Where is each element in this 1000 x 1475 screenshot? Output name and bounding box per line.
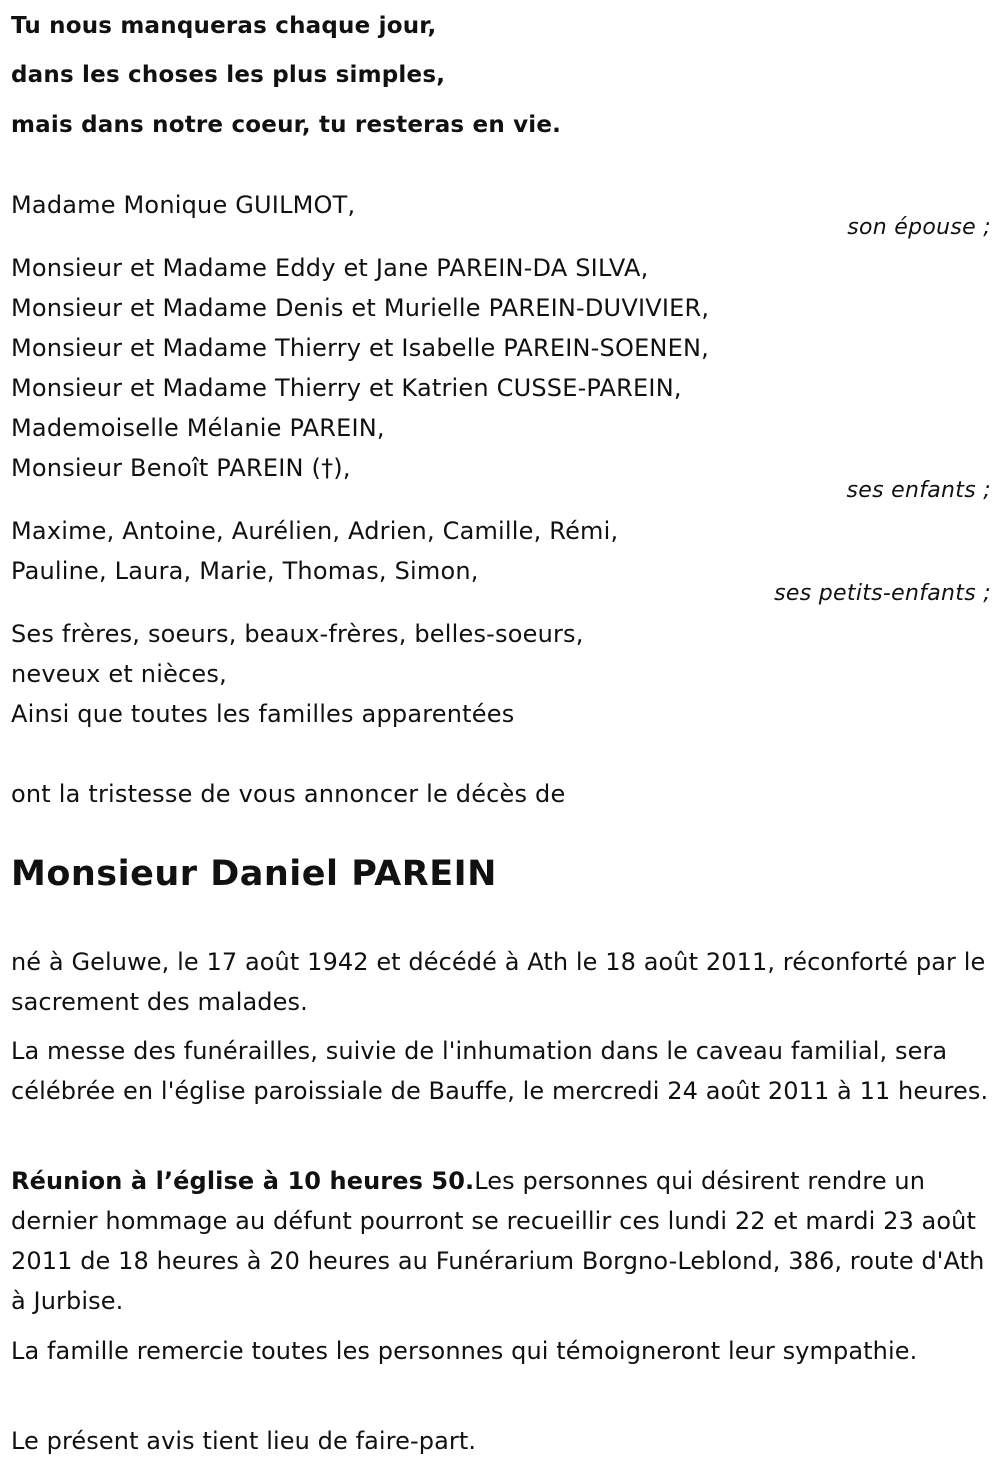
grandchildren-line: Pauline, Laura, Marie, Thomas, Simon, bbox=[11, 557, 479, 585]
poem-line-2: dans les choses les plus simples, bbox=[11, 62, 446, 88]
spouse-name: Madame Monique GUILMOT, bbox=[11, 191, 356, 219]
visitation-details: Les personnes qui désirent rendre un dernier hommage au défunt pourront se recueillir ces lundi 22 et mardi 23 août 2011 de 18 heures à 20 heures au Funérarium Borgno-Leblond, 386, route d'Ath à Jurbise. bbox=[11, 1167, 985, 1315]
child-line: Mademoiselle Mélanie PAREIN, bbox=[11, 414, 385, 442]
child-line: Monsieur et Madame Thierry et Katrien CUSSE-PAREIN, bbox=[11, 374, 682, 402]
child-line: Monsieur et Madame Denis et Murielle PAREIN-DUVIVIER, bbox=[11, 294, 710, 322]
thanks-paragraph: La famille remercie toutes les personnes qui témoigneront leur sympathie. bbox=[11, 1337, 918, 1365]
spouse-role: son épouse ; bbox=[847, 215, 991, 240]
birth-death-paragraph: né à Geluwe, le 17 août 1942 et décédé à Ath le 18 août 2011, réconforté par le sacrement des malades. bbox=[11, 948, 986, 1016]
children-role: ses enfants ; bbox=[846, 478, 991, 503]
poem-line-1: Tu nous manqueras chaque jour, bbox=[11, 13, 437, 39]
funeral-paragraph: La messe des funérailles, suivie de l'inhumation dans le caveau familial, sera célébrée en l'église paroissiale de Bauffe, le mercredi 24 août 2011 à 11 heures. bbox=[11, 1037, 989, 1105]
family-line: Ses frères, soeurs, beaux-frères, belles-soeurs, bbox=[11, 620, 584, 648]
child-line: Monsieur et Madame Thierry et Isabelle PAREIN-SOENEN, bbox=[11, 334, 709, 362]
family-line: neveux et nièces, bbox=[11, 660, 227, 688]
child-line: Monsieur et Madame Eddy et Jane PAREIN-DA SILVA, bbox=[11, 254, 649, 282]
child-line: Monsieur Benoît PAREIN (†), bbox=[11, 454, 351, 482]
family-line: Ainsi que toutes les familles apparentées bbox=[11, 700, 515, 728]
grandchildren-role: ses petits-enfants ; bbox=[774, 581, 991, 606]
announcement: ont la tristesse de vous annoncer le décès de bbox=[11, 780, 566, 808]
deceased-name: Monsieur Daniel PAREIN bbox=[11, 854, 497, 894]
poem-line-3: mais dans notre coeur, tu resteras en vie. bbox=[11, 112, 562, 138]
meeting-time: Réunion à l’église à 10 heures 50. bbox=[11, 1167, 475, 1195]
meeting-paragraph bbox=[11, 1161, 989, 1321]
notice-paragraph: Le présent avis tient lieu de faire-part. bbox=[11, 1427, 477, 1455]
grandchildren-line: Maxime, Antoine, Aurélien, Adrien, Camille, Rémi, bbox=[11, 517, 619, 545]
